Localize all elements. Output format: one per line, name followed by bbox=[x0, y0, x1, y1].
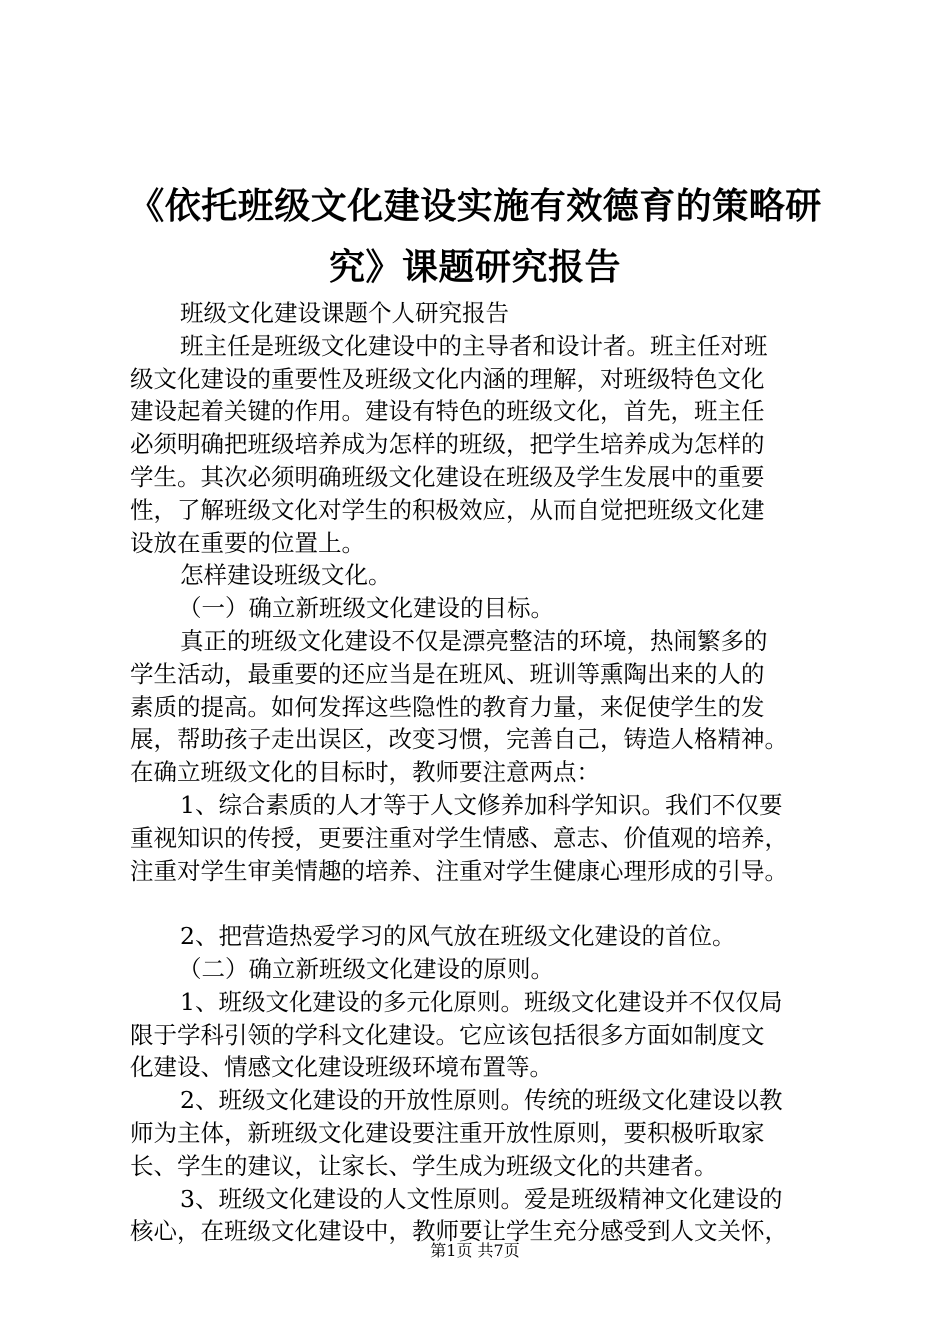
list-item-line: 重视知识的传授，更要注重对学生情感、意志、价值观的培养， bbox=[130, 823, 788, 852]
list-item-line: 1、班级文化建设的多元化原则。班级文化建设并不仅仅局 bbox=[180, 987, 783, 1016]
list-item-line: 2、把营造热爱学习的风气放在班级文化建设的首位。 bbox=[180, 922, 736, 951]
paragraph-line: 建设起着关键的作用。建设有特色的班级文化，首先，班主任 bbox=[130, 397, 765, 426]
subtitle-line: 班级文化建设课题个人研究报告 bbox=[180, 299, 509, 327]
list-item-line: 注重对学生审美情趣的培养、注重对学生健康心理形成的引导。 bbox=[130, 856, 788, 885]
paragraph-line: 级文化建设的重要性及班级文化内涵的理解，对班级特色文化 bbox=[130, 364, 765, 393]
blank-line bbox=[130, 887, 835, 920]
paragraph-line: 设放在重要的位置上。 bbox=[130, 528, 365, 557]
document-title-line-2: 究》课题研究报告 bbox=[328, 246, 621, 288]
paragraph-line: 班主任是班级文化建设中的主导者和设计者。班主任对班 bbox=[180, 331, 768, 360]
section-heading: （二）确立新班级文化建设的原则。 bbox=[178, 954, 554, 983]
section-heading: 怎样建设班级文化。 bbox=[180, 561, 392, 590]
paragraph-line: 必须明确把班级培养成为怎样的班级，把学生培养成为怎样的 bbox=[130, 430, 765, 459]
list-item-line: 核心，在班级文化建设中，教师要让学生充分感受到人文关怀， bbox=[130, 1217, 788, 1246]
paragraph-line: 性，了解班级文化对学生的积极效应，从而自觉把班级文化建 bbox=[130, 495, 765, 524]
page-number-footer: 第1页 共7页 bbox=[430, 1241, 520, 1260]
document-body bbox=[130, 297, 835, 1248]
section-heading: （一）确立新班级文化建设的目标。 bbox=[178, 594, 554, 623]
paragraph-line: 真正的班级文化建设不仅是漂亮整洁的环境，热闹繁多的 bbox=[180, 626, 768, 655]
list-item-line: 1、综合素质的人才等于人文修养加科学知识。我们不仅要 bbox=[180, 790, 783, 819]
list-item-line: 化建设、情感文化建设班级环境布置等。 bbox=[130, 1053, 553, 1082]
list-item-line: 限于学科引领的学科文化建设。它应该包括很多方面如制度文 bbox=[130, 1020, 765, 1049]
paragraph-line: 学生活动，最重要的还应当是在班风、班训等熏陶出来的人的 bbox=[130, 659, 765, 688]
list-item-line: 3、班级文化建设的人文性原则。爱是班级精神文化建设的 bbox=[180, 1184, 783, 1213]
list-item-line: 师为主体，新班级文化建设要注重开放性原则，要积极听取家 bbox=[130, 1118, 765, 1147]
paragraph-line: 素质的提高。如何发挥这些隐性的教育力量，来促使学生的发 bbox=[130, 692, 765, 721]
list-item-line: 2、班级文化建设的开放性原则。传统的班级文化建设以教 bbox=[180, 1086, 783, 1115]
paragraph-line: 在确立班级文化的目标时，教师要注意两点： bbox=[130, 758, 600, 787]
list-item-line: 长、学生的建议，让家长、学生成为班级文化的共建者。 bbox=[130, 1151, 718, 1180]
paragraph-line: 学生。其次必须明确班级文化建设在班级及学生发展中的重要 bbox=[130, 462, 765, 491]
document-title-line-1: 《依托班级文化建设实施有效德育的策略研 bbox=[128, 185, 822, 227]
paragraph-line: 展，帮助孩子走出误区，改变习惯，完善自己，铸造人格精神。 bbox=[130, 725, 788, 754]
